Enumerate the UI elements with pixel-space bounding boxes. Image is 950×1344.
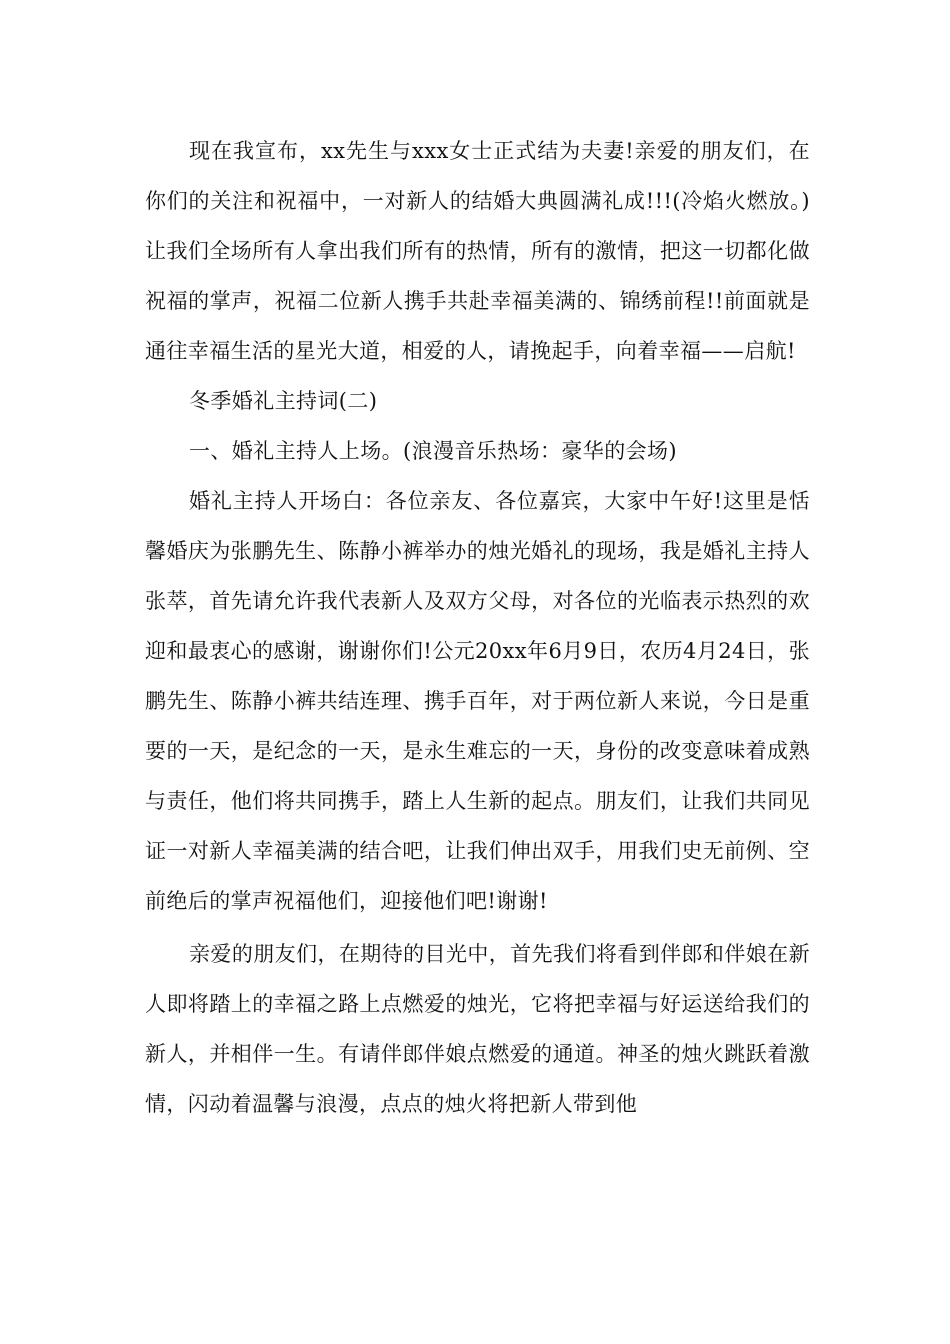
section-heading: 冬季婚礼主持词(二) [189, 389, 378, 413]
document-body [145, 126, 810, 1129]
paragraph-announcement: 现在我宣布，xx先生与xxx女士正式结为夫妻!亲爱的朋友们，在你们的关注和祝福中，一对新人的结婚大典圆满礼成!!!(冷焰火燃放。)让我们全场所有人拿出我们所有的热情，所有的激情，把这一切都化做祝福的掌声，祝福二位新人携手共赴幸福美满的、锦绣前程!!前面就是通往幸福生活的星光大道，相爱的人，请挽起手，向着幸福——启航! [145, 139, 810, 363]
paragraph-candle-passage: 亲爱的朋友们，在期待的目光中，首先我们将看到伴郎和伴娘在新人即将踏上的幸福之路上点燃爱的烛光，它将把幸福与好运送给我们的新人，并相伴一生。有请伴郎伴娘点燃爱的通道。神圣的烛火跳跃着激情，闪动着温馨与浪漫，点点的烛火将把新人带到他 [145, 942, 810, 1116]
paragraph-host-entrance: 一、婚礼主持人上场。(浪漫音乐热场：豪华的会场) [189, 439, 677, 463]
paragraph-opening-speech: 婚礼主持人开场白：各位亲友、各位嘉宾，大家中午好!这里是恬馨婚庆为张鹏先生、陈静小裤举办的烛光婚礼的现场，我是婚礼主持人张萃，首先请允许我代表新人及双方父母，对各位的光临表示热烈的欢迎和最衷心的感谢，谢谢你们!公元20xx年6月9日，农历4月24日，张鹏先生、陈静小裤共结连理、携手百年，对于两位新人来说，今日是重要的一天，是纪念的一天，是永生难忘的一天，身份的改变意味着成熟与责任，他们将共同携手，踏上人生新的起点。朋友们，让我们共同见证一对新人幸福美满的结合吧，让我们伸出双手，用我们史无前例、空前绝后的掌声祝福他们，迎接他们吧!谢谢! [145, 489, 810, 913]
